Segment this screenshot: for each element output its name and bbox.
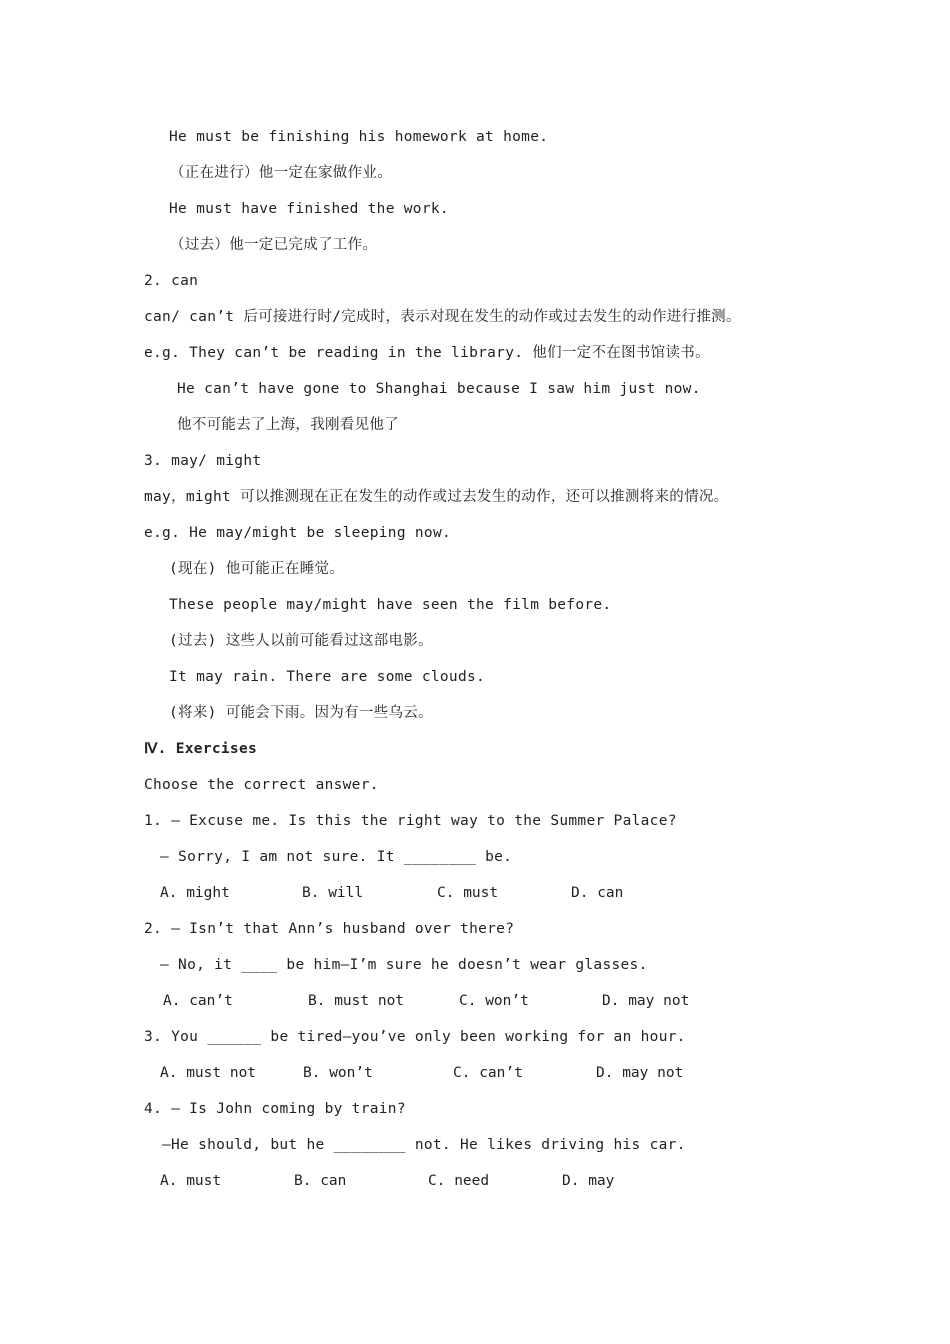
question-1-reply: — Sorry, I am not sure. It ________ be. [160, 849, 513, 865]
exercises-heading: Ⅳ. Exercises [144, 741, 258, 757]
question-3-stem: 3. You ______ be tired—you’ve only been working for an hour. [144, 1029, 686, 1045]
example-sentence: He must have finished the work. [169, 201, 449, 217]
example-sentence: He must be finishing his homework at home. [169, 129, 549, 145]
question-1-stem: 1. — Excuse me. Is this the right way to the Summer Palace? [144, 813, 677, 829]
exercises-instruction: Choose the correct answer. [144, 777, 379, 793]
question-3-option-a: A. must not [160, 1065, 257, 1081]
question-3-option-d: D. may not [596, 1065, 684, 1081]
grammar-explanation: can/ can’t 后可接进行时/完成时，表示对现在发生的动作或过去发生的动作进行推测。 [144, 309, 741, 325]
question-3-option-b: B. won’t [303, 1065, 373, 1081]
example-translation: （正在进行）他一定在家做作业。 [170, 165, 392, 181]
section-heading: 2. can [144, 273, 199, 289]
question-2-option-a: A. can’t [163, 993, 233, 1009]
example-sentence: It may rain. There are some clouds. [169, 669, 486, 685]
example-translation: 他不可能去了上海，我刚看见他了 [177, 417, 399, 433]
section-heading: 3. may/ might [144, 453, 262, 469]
example-translation: (现在) 他可能正在睡觉。 [169, 561, 345, 577]
grammar-explanation: may，might 可以推测现在正在发生的动作或过去发生的动作，还可以推测将来的情况。 [144, 489, 729, 505]
question-2-option-c: C. won’t [459, 993, 529, 1009]
example-sentence: e.g. They can’t be reading in the library. 他们一定不在图书馆读书。 [144, 345, 710, 361]
question-1-option-a: A. might [160, 885, 230, 901]
question-1-option-b: B. will [302, 885, 364, 901]
question-4-option-a: A. must [160, 1173, 222, 1189]
question-3-option-c: C. can’t [453, 1065, 523, 1081]
question-1-option-d: D. can [571, 885, 624, 901]
question-4-option-b: B. can [294, 1173, 347, 1189]
question-2-stem: 2. — Isn’t that Ann’s husband over there? [144, 921, 515, 937]
example-sentence: e.g. He may/might be sleeping now. [144, 525, 452, 541]
example-sentence: These people may/might have seen the film before. [169, 597, 612, 613]
question-4-option-c: C. need [428, 1173, 490, 1189]
question-2-reply: — No, it ____ be him—I’m sure he doesn’t wear glasses. [160, 957, 648, 973]
example-translation: (将来) 可能会下雨。因为有一些乌云。 [169, 705, 433, 721]
question-4-reply: —He should, but he ________ not. He likes driving his car. [162, 1137, 686, 1153]
question-4-stem: 4. — Is John coming by train? [144, 1101, 406, 1117]
question-4-option-d: D. may [562, 1173, 615, 1189]
question-2-option-b: B. must not [308, 993, 405, 1009]
question-2-option-d: D. may not [602, 993, 690, 1009]
example-translation: (过去) 这些人以前可能看过这部电影。 [169, 633, 433, 649]
example-sentence: He can’t have gone to Shanghai because I saw him just now. [177, 381, 701, 397]
example-translation: （过去）他一定已完成了工作。 [170, 237, 378, 253]
question-1-option-c: C. must [437, 885, 499, 901]
